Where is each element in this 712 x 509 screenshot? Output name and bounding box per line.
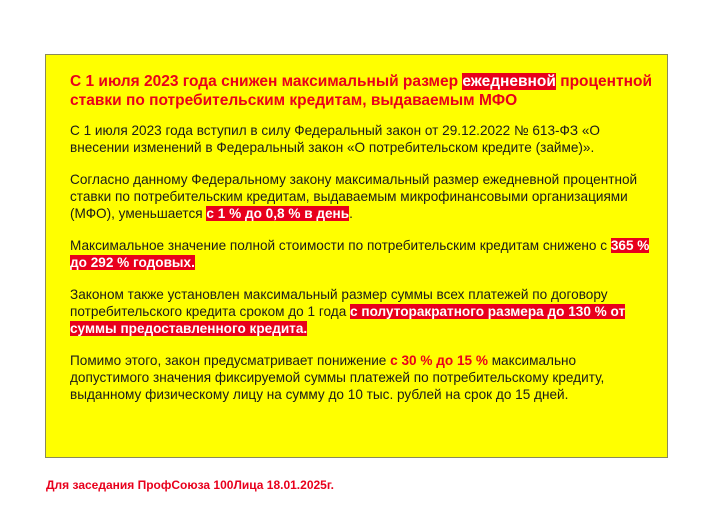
- full-cost-highlight: 365 % до 292 % годовых.: [70, 238, 650, 270]
- paragraph-law-effective: [70, 122, 657, 156]
- paragraph-2-text: Согласно данному Федеральному закону максимальный размер ежедневной процентной ставки по потребительским кредитам, выдаваемым микрофинансовыми организациями (МФО), уменьшается: [70, 172, 638, 221]
- paragraph-daily-rate: [70, 171, 657, 222]
- fixed-payments-highlight: с 30 % до 15 %: [390, 353, 488, 368]
- paragraph-3-text: Максимальное значение полной стоимости по потребительским кредитам снижено с: [70, 238, 611, 253]
- title-part2: процентной ставки по потребительским кредитам, выдаваемым МФО: [70, 73, 652, 109]
- title-highlight: ежедневной: [462, 73, 556, 90]
- notice-title: [70, 72, 657, 110]
- daily-rate-highlight: с 1 % до 0,8 % в день: [206, 206, 350, 221]
- payment-limit-highlight: с полуторакратного размера до 130 % от суммы предоставленного кредита.: [70, 304, 626, 336]
- paragraph-5-text2: максимально допустимого значения фиксируемой суммы платежей по потребительскому кредиту, выданному физическому лицу на сумму до 10 тыс. рублей на срок до 15 дней.: [70, 353, 605, 402]
- title-part1: С 1 июля 2023 года снижен максимальный размер: [70, 73, 463, 90]
- paragraph-full-cost: [70, 237, 657, 271]
- paragraph-4-text: Законом также установлен максимальный размер суммы всех платежей по договору потребительского кредита сроком до 1 года: [70, 287, 608, 319]
- paragraph-1-text: С 1 июля 2023 года вступил в силу Федеральный закон от 29.12.2022 № 613-ФЗ «О внесении изменений в Федеральный закон «О потребительском кредите (займе)».: [70, 123, 601, 155]
- paragraph-5-text1: Помимо этого, закон предусматривает понижение: [70, 353, 391, 368]
- paragraph-payment-limit: [70, 286, 657, 337]
- notice-box: [45, 54, 668, 458]
- footer-note: Для заседания ПрофСоюза 100Лица 18.01.2025г.: [46, 478, 334, 492]
- paragraph-fixed-payments: [70, 352, 657, 403]
- paragraph-2-end: .: [349, 206, 353, 221]
